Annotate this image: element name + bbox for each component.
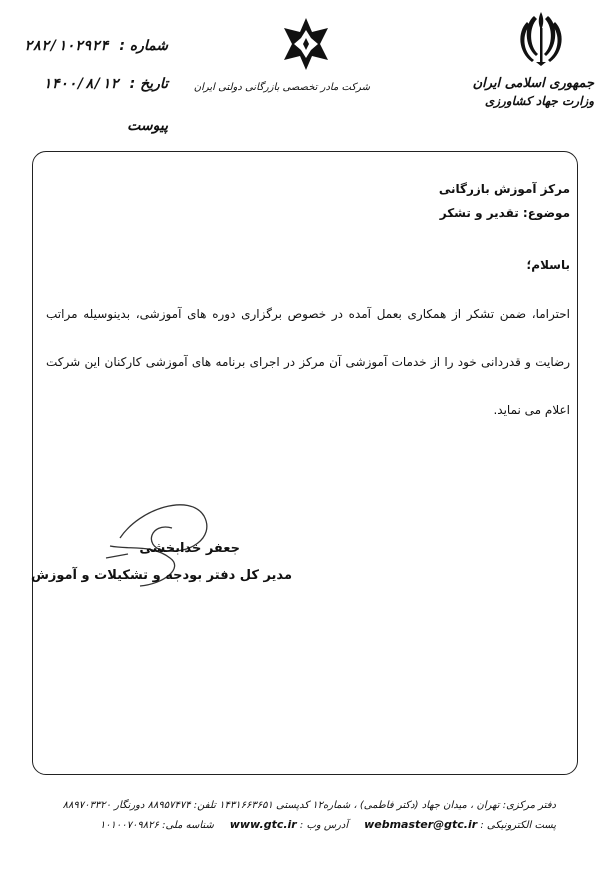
subject: موضوع: تقدیر و تشکر xyxy=(439,206,570,220)
ministry-line1: جمهوری اسلامی ایران xyxy=(472,76,594,91)
national-id-label: شناسه ملی: xyxy=(162,820,214,831)
company-name: شرکت مادر تخصصی بازرگانی دولتی ایران xyxy=(193,82,370,93)
email-label: پست الکترونیکی : xyxy=(480,820,556,831)
company-logo-icon xyxy=(280,16,332,72)
email-link[interactable]: webmaster@gtc.ir xyxy=(364,818,478,831)
signer-name: جعفر خدابخشی xyxy=(139,541,240,556)
attachment-label: پیوست xyxy=(127,118,168,134)
footer-address: دفتر مرکزی: تهران ، میدان جهاد (دکتر فاطمی) ، شماره۱۲ کدپستی ۱۴۳۱۶۶۳۶۵۱ تلفن: ۸۸۹۵۷۴۷۴ دورنگار ۸۸۹۷۰۳۳۲۰ xyxy=(62,800,556,811)
number-value: ۲۸۲/۱۰۲۹۲۴ xyxy=(24,38,109,54)
letter-attachment xyxy=(18,118,168,134)
national-id-value: ۱۰۱۰۰۷۰۹۸۲۶ xyxy=(99,820,159,831)
signer-title: مدیر کل دفتر بودجه و تشکیلات و آموزش xyxy=(30,568,292,583)
letter-body: احتراما، ضمن تشکر از همکاری بعمل آمده در خصوص برگزاری دوره های آموزشی، بدینوسیله مراتب رضایت و قدردانی خود را از خدمات آموزشی آن مرکز در اجرای برنامه های آموزشی کارکنان این شرکت اعلام می نماید. xyxy=(46,307,570,417)
number-label: شماره : xyxy=(119,38,168,54)
letter-frame xyxy=(32,151,578,775)
date-value: ۱۴۰۰/۸/۱۲ xyxy=(42,76,119,92)
letter-date xyxy=(18,76,168,92)
web-link[interactable]: www.gtc.ir xyxy=(229,818,297,831)
date-label: تاریخ : xyxy=(129,76,168,92)
greeting: باسلام؛ xyxy=(526,258,570,272)
iran-emblem-icon xyxy=(514,8,568,68)
ministry-line2: وزارت جهاد کشاورزی xyxy=(484,94,594,108)
web-label: آدرس وب : xyxy=(299,820,349,831)
footer-contacts xyxy=(100,818,556,831)
letter-number xyxy=(18,38,168,54)
recipient: مرکز آموزش بازرگانی xyxy=(438,182,570,196)
